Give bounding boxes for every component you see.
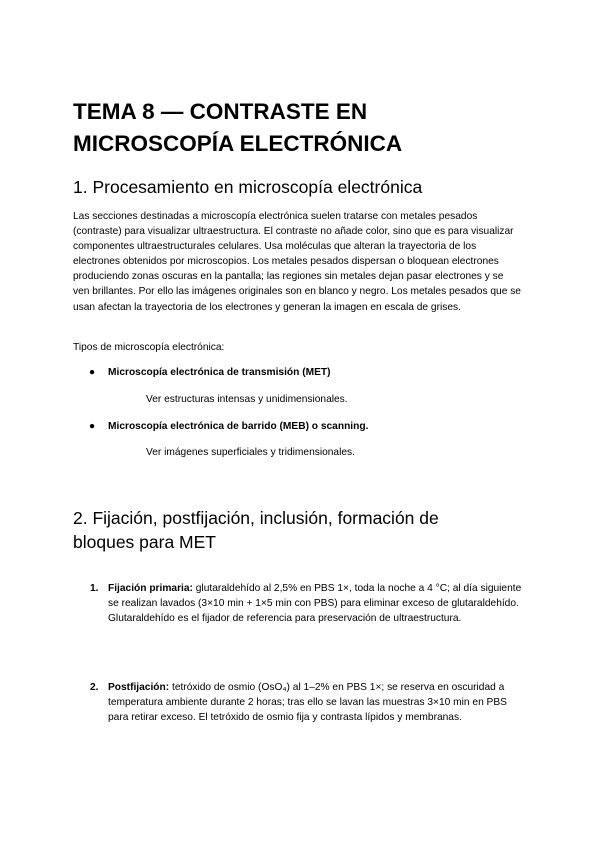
list-item-meb-desc: Ver imágenes superficiales y tridimensionales. [146,447,355,458]
list-item-meb [89,419,368,434]
section-1-paragraph: Las secciones destinadas a microscopía electrónica suelen tratarse con metales pesados (contraste) para visualizar ultraestructura. El contraste no añade color, sino que es para visualizar componentes ultraestructurales celulares. Usa moléculas que alteran la trayectoria de los electrones obtenidos por microscopios. Los metales pesados dispersan o bloquean electrones produciendo zonas oscuras en la pantalla; las regiones sin metales dejan pasar electrones y se ven brillantes. Por ello las imágenes originales son en blanco y negro. Los metales pesados que se usan afectan la trayectoria de los electrones y generan la imagen en escala de grises. [73,211,521,313]
section-1-heading: 1. Procesamiento en microscopía electrónica [73,177,423,197]
ordered-item-text: tetróxido de osmio (OsO₄) al 1–2% en PBS 1×; se reserva en oscuridad a temperatura ambiente durante 2 horas; tras ello se lavan las muestras 3×10 min en PBS para retirar exceso. El tetróxido de osmio fija y contrasta lípidos y membranas. [108,682,507,723]
list-item-met-desc: Ver estructuras intensas y unidimensionales. [146,394,348,405]
ordered-item-postfijacion [90,680,530,725]
list-item-met-name: Microscopía electrónica de transmisión (MET) [108,367,331,378]
list-item-meb-name: Microscopía electrónica de barrido (MEB) o scanning. [108,421,369,432]
section-2-heading [73,506,533,554]
bullet-icon: ● [89,367,96,378]
ordered-item-body [108,581,530,626]
ordered-item-fijacion [90,581,530,626]
ordered-item-text: glutaraldehído al 2,5% en PBS 1×, toda la noche a 4 °C; al día siguiente se realizan lavados (3×10 min + 1×5 min con PBS) para eliminar exceso de glutaraldehído. Glutaraldehído es el fijador de referencia para preservación de ultraestructura. [108,583,522,624]
bullet-icon: ● [89,421,96,432]
ordered-item-body [108,680,530,725]
title-line-2: MICROSCOPÍA ELECTRÓNICA [73,131,403,156]
section-2-heading-line-2: bloques para MET [73,532,216,552]
ordered-item-lead: Fijación primaria: [108,583,193,594]
list-item-met [89,365,330,380]
page-title [73,96,533,160]
ordered-item-number: 1. [90,583,99,594]
title-line-1: TEMA 8 — CONTRASTE EN [73,99,368,124]
ordered-item-lead: Postfijación: [108,682,170,693]
ordered-item-number: 2. [90,682,99,693]
section-2-heading-line-1: 2. Fijación, postfijación, inclusión, formación de [73,508,439,528]
types-label: Tipos de microscopía electrónica: [73,342,225,353]
